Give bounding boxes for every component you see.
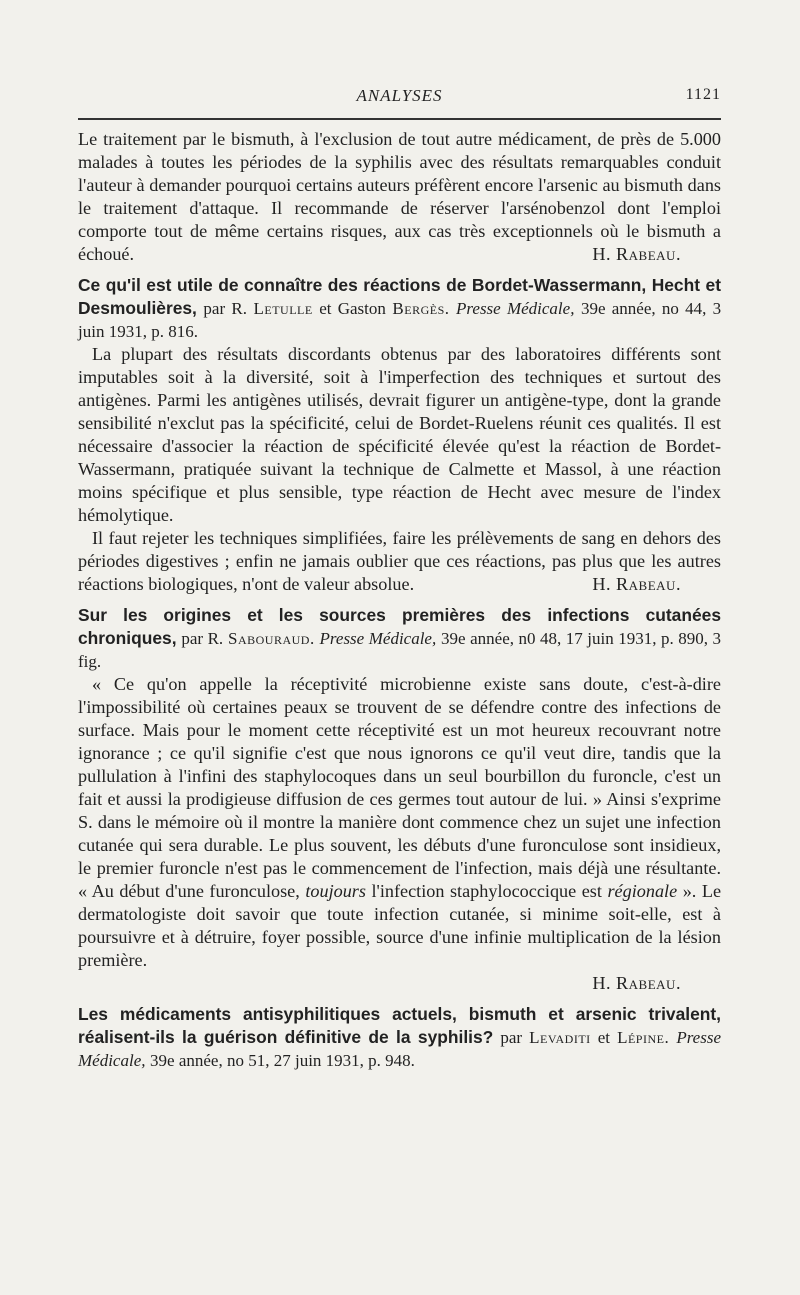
article3-author: Sabouraud. xyxy=(228,629,315,648)
article2-author1: Letulle xyxy=(253,299,313,318)
header-rule xyxy=(78,118,721,120)
article2-by: par R. xyxy=(203,299,247,318)
article4-author1: Levaditi xyxy=(529,1028,591,1047)
article4-author2: Lépine. xyxy=(617,1028,670,1047)
article2-paragraph2: Il faut rejeter les techniques simplifiées, faire les prélèvements de sang en dehors des périodes digestives ; enfin ne jamais oublier que ces réactions, pas plus que les autres réactions biologiques, n'ont de valeur absolue. xyxy=(78,528,721,594)
article4-by: par xyxy=(500,1028,523,1047)
page-number: 1121 xyxy=(685,86,721,103)
article2-author2: Bergès. xyxy=(392,299,450,318)
article4-citation: 39e année, no 51, 27 juin 1931, p. 948. xyxy=(150,1051,415,1070)
article3-text-part2: l'infection staphylococcique est xyxy=(371,881,602,901)
article3-title: Sur les origines et les sources premières des infections cutanées chroniques, xyxy=(78,605,721,648)
block1-paragraph: Le traitement par le bismuth, à l'exclusion de tout autre médicament, de près de 5.000 malades à toutes les périodes de la syphilis avec des résultats remarquables conduit l'auteur à demander pourquoi certains auteurs préfèrent encore l'arsenic au bismuth dans le traitement d'attaque. Il recommande de réserver l'arsénobenzol dont l'emploi comporte tout de même certains risques, aux cas très exceptionnels où le bismuth a échoué. xyxy=(78,129,721,264)
article3-emphasis-toujours: toujours xyxy=(305,881,366,901)
article3-by: par R. xyxy=(181,629,224,648)
article3-signature: H. Rabeau. xyxy=(592,973,681,993)
article3-citation: 39e année, n0 48, 17 juin 1931, p. 890, 3 fig. xyxy=(78,629,722,671)
page-body xyxy=(78,128,721,1072)
article2-citation: 39e année, no 44, 3 juin 1931, p. 816. xyxy=(78,299,722,341)
article3-emphasis-regionale: régionale xyxy=(607,881,678,901)
article2-journal: Presse Médicale, xyxy=(456,299,575,318)
article3-text-part3: ». Le dermatologiste doit savoir que toute infection cutanée, si minime soit-elle, est à poursuivre et à détruire, foyer possible, source d'une infinie multiplication de la lésion première. xyxy=(78,881,722,970)
article4-and: et xyxy=(597,1028,611,1047)
page-header xyxy=(78,86,721,112)
article2-paragraph1: La plupart des résultats discordants obtenus par des laboratoires différents sont imputables soit à la diversité, soit à l'imperfection des techniques et surtout des antigènes. Parmi les antigènes utilisés, devrait figurer un antigène-type, dont la grande sensibilité n'exclut pas la spécificité, celui de Bordet-Ruelens réunit ces qualités. Il est nécessaire d'associer la réaction de spécificité élevée qu'est la réaction de Bordet-Wassermann, pratiquée suivant la technique de Calmette et Massol, à une réaction moins spécifique et plus sensible, type réaction de Hecht avec mesure de l'index hémolytique. xyxy=(78,344,721,525)
article2-and: et Gaston xyxy=(319,299,386,318)
article3-journal: Presse Médicale, xyxy=(319,629,437,648)
article2-heading xyxy=(78,274,721,343)
article3-paragraph xyxy=(78,673,721,972)
article3-text-part1: « Ce qu'on appelle la réceptivité microbienne existe sans doute, c'est-à-dire l'impossibilité où certaines peaux se trouvent de se défendre contre des infections de surface. Mais pour le moment cette réceptivité est un mot heureux recouvrant notre ignorance ; ce qu'il signifie c'est que nous ignorons ce qu'il veut dire, tandis que la pullulation à l'infini des staphylocoques dans un seul bourbillon du furoncle, c'est un fait et aussi la prodigieuse diffusion de ces germes tout autour de lui. » Ainsi s'exprime S. dans le mémoire où il montre la manière dont commence chez un sujet une infection cutanée qui sera durable. Le plus souvent, les débuts d'une furonculose sont insidieux, le premier furoncle n'est pas le commencement de l'infection, mais déjà une résultante. « Au début d'une furonculose, xyxy=(78,674,721,901)
running-title: ANALYSES xyxy=(356,86,443,105)
article4-journal: Presse Médicale, xyxy=(78,1028,722,1070)
article4-heading xyxy=(78,1003,721,1072)
block1-signature: H. Rabeau. xyxy=(592,244,681,264)
article2-title: Ce qu'il est utile de connaître des réactions de Bordet-Wassermann, Hecht et Desmoulières, xyxy=(78,275,721,318)
article2-signature: H. Rabeau. xyxy=(592,574,681,594)
article4-title: Les médicaments antisyphilitiques actuels, bismuth et arsenic trivalent, réalisent-ils la guérison définitive de la syphilis? xyxy=(78,1004,721,1047)
article3-heading xyxy=(78,604,721,673)
